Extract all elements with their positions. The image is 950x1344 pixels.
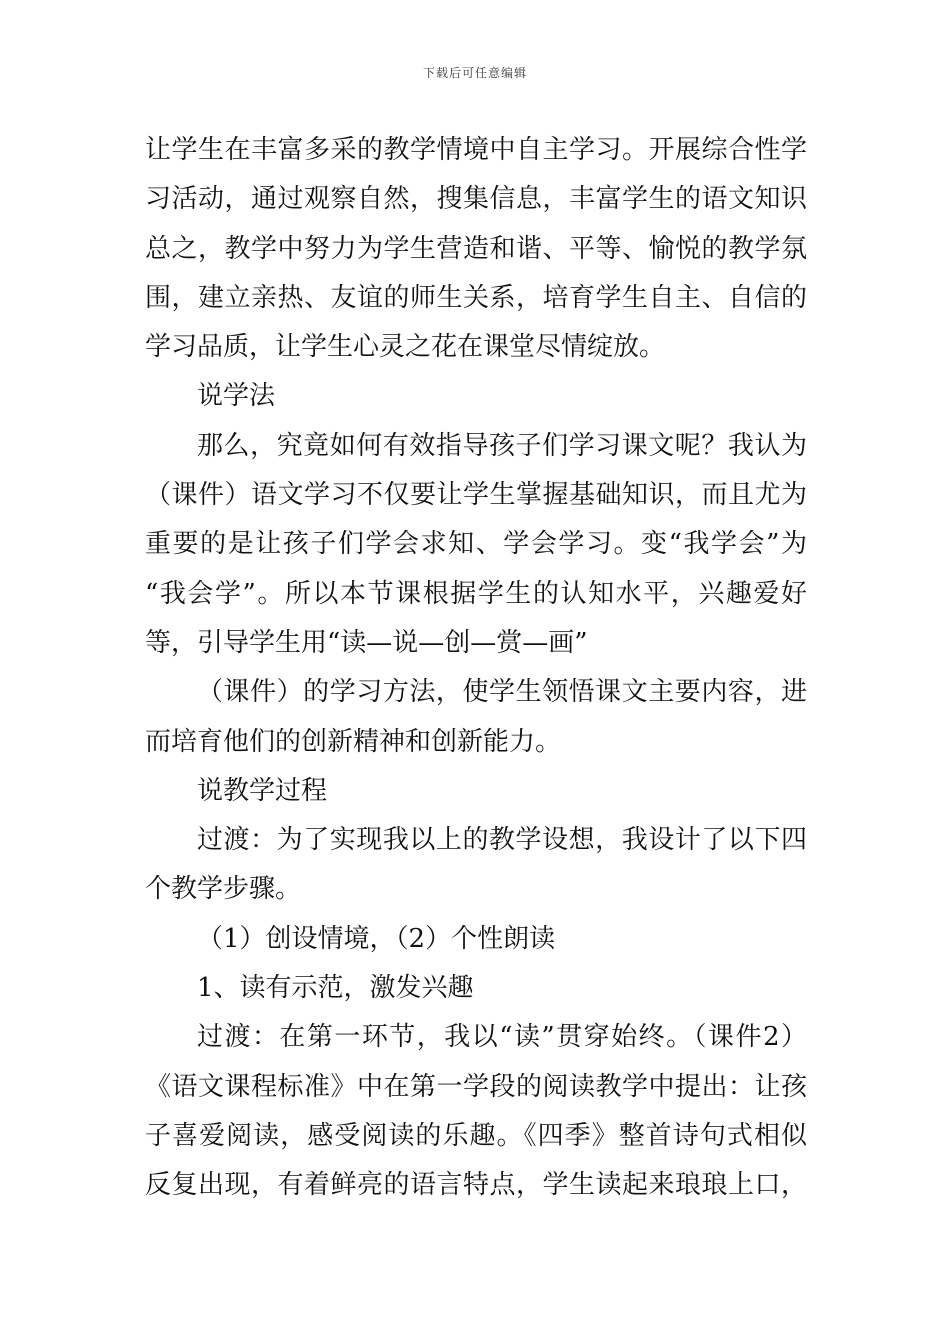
step-heading: 1、读有示范，激发兴趣	[197, 973, 474, 1004]
text-line: 那么，究竟如何有效指导孩子们学习课文呢？我认为	[197, 430, 807, 461]
document-body	[145, 126, 807, 1211]
section-heading-method: 说学法	[197, 381, 276, 412]
text-line: 重要的是让孩子们学会求知、学会学习。变“我学会”为	[145, 529, 807, 560]
section-heading-process: 说教学过程	[197, 775, 328, 806]
text-line: 而培育他们的创新精神和创新能力。	[145, 726, 562, 757]
text-line: 总之，教学中努力为学生营造和谐、平等、愉悦的教学氛	[145, 233, 807, 264]
page-header: 下载后可任意编辑	[422, 66, 527, 80]
text-line: 反复出现，有着鲜亮的语言特点，学生读起来琅琅上口，	[145, 1170, 807, 1201]
text-line: 等，引导学生用“读—说—创—赏—画”	[145, 627, 588, 658]
text-line: 子喜爱阅读，感受阅读的乐趣。《四季》整首诗句式相似	[145, 1120, 807, 1151]
text-line: （1）创设情境，（2）个性朗读	[197, 923, 556, 954]
text-line: （课件）的学习方法，使学生领悟课文主要内容，进	[197, 677, 807, 708]
text-line: 过渡：在第一环节，我以“读”贯穿始终。（课件2）	[197, 1022, 807, 1053]
text-line: 个教学步骤。	[145, 874, 302, 905]
text-line: “我会学”。所以本节课根据学生的认知水平，兴趣爱好	[145, 578, 807, 609]
text-line: 围，建立亲热、友谊的师生关系，培育学生自主、自信的	[145, 282, 807, 313]
text-line: （课件）语文学习不仅要让学生掌握基础知识，而且尤为	[145, 480, 807, 511]
text-line: 让学生在丰富多采的教学情境中自主学习。开展综合性学	[145, 135, 807, 165]
text-line: 习活动，通过观察自然，搜集信息，丰富学生的语文知识	[145, 184, 807, 215]
text-line: 学习品质，让学生心灵之花在课堂尽情绽放。	[145, 332, 666, 363]
text-line: 过渡：为了实现我以上的教学设想，我设计了以下四	[197, 825, 807, 856]
text-line: 《语文课程标准》中在第一学段的阅读教学中提出：让孩	[145, 1071, 807, 1102]
